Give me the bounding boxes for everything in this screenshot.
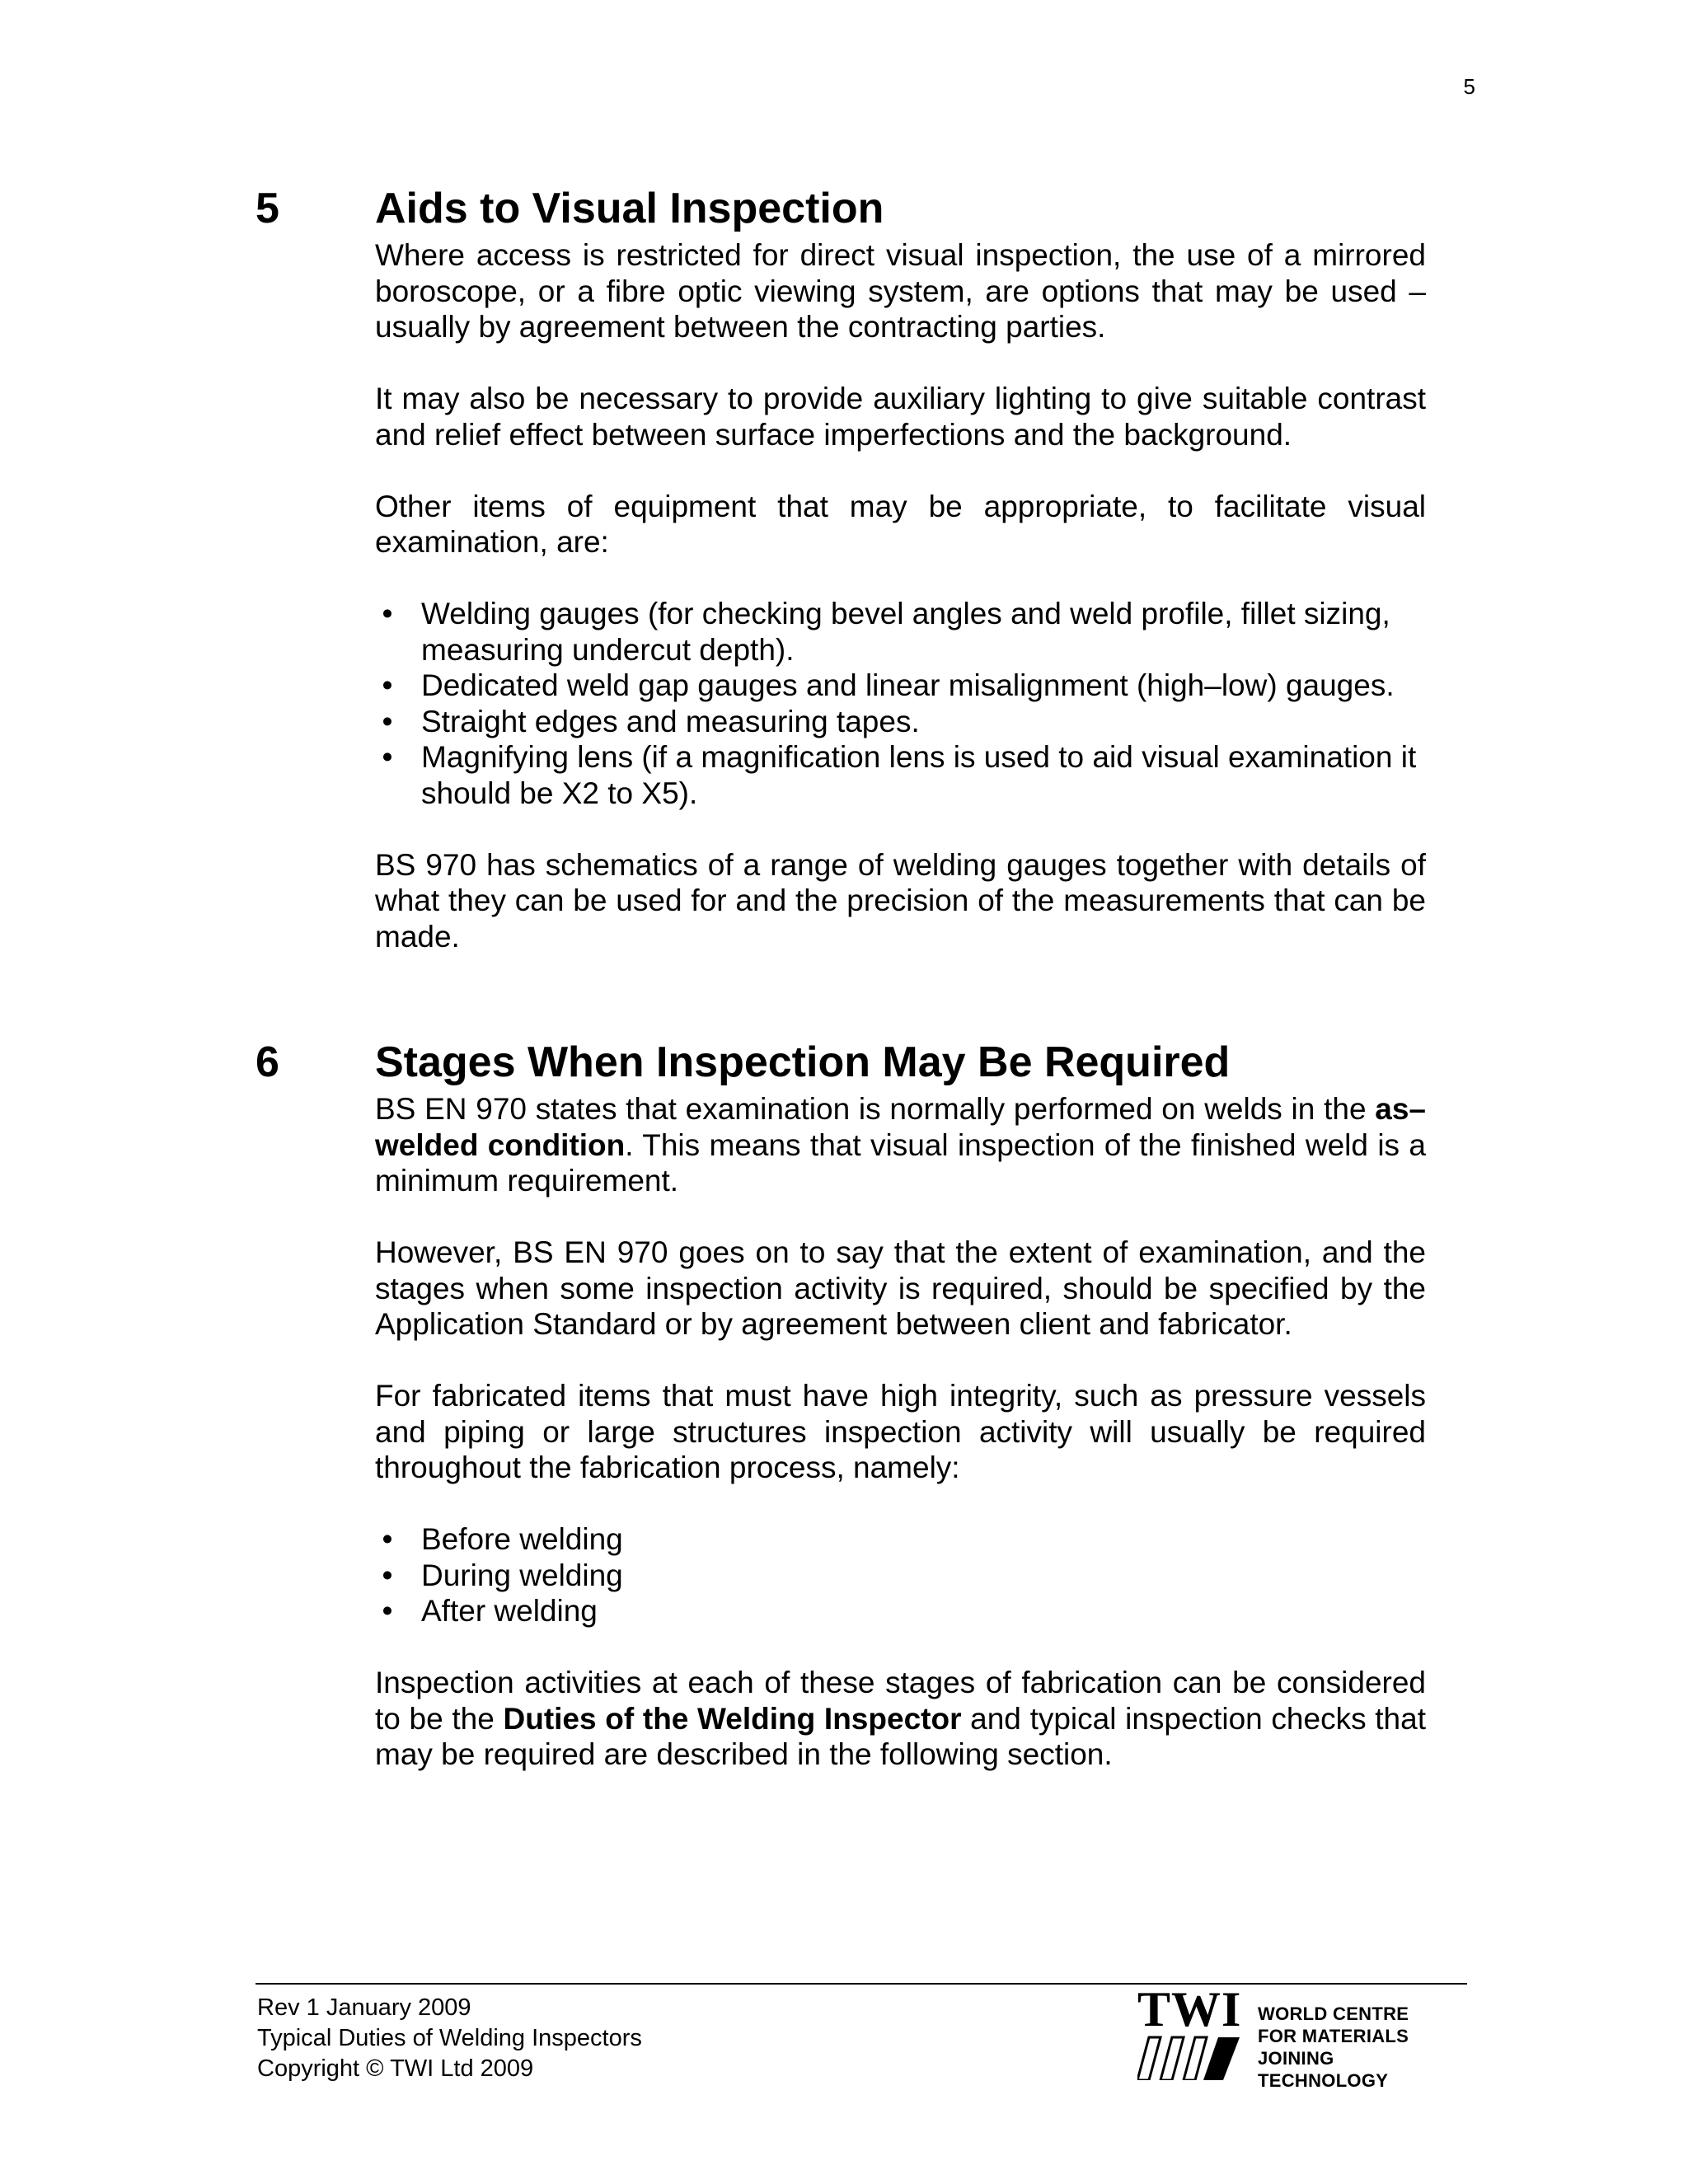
revision-line: Rev 1 January 2009 <box>257 1994 471 2021</box>
document-title-line: Typical Duties of Welding Inspectors <box>257 2025 642 2051</box>
paragraph: Where access is restricted for direct visual inspection, the use of a mirrored boroscope, or a fibre optic viewing system, are options that may be used – usually by agreement between the contracting parties. <box>375 238 1426 344</box>
section-body <box>375 237 1426 954</box>
list-item: • Straight edges and measuring tapes. <box>375 704 1426 740</box>
bullet-icon: • <box>382 704 393 738</box>
paragraph: However, BS EN 970 goes on to say that the extent of examination, and the stages when some inspection activity is required, should be specified by the Application Standard or by agreement between client and fabricator. <box>375 1235 1426 1341</box>
bullet-icon: • <box>382 668 393 702</box>
paragraph: Other items of equipment that may be appropriate, to facilitate visual examination, are: <box>375 489 1426 559</box>
section-title: Aids to Visual Inspection <box>375 185 884 232</box>
emphasis: Duties of the Welding Inspector <box>503 1701 962 1736</box>
twi-logo <box>1137 1982 1467 2091</box>
bullet-icon: • <box>382 1558 393 1592</box>
bullet-icon: • <box>382 1594 393 1628</box>
section-number: 6 <box>256 1038 279 1086</box>
bullet-icon: • <box>382 1522 393 1556</box>
list-item: • Dedicated weld gap gauges and linear misalignment (high–low) gauges. <box>375 668 1426 704</box>
section-title: Stages When Inspection May Be Required <box>375 1038 1231 1086</box>
footer-divider <box>256 1983 1467 1985</box>
bullet-icon: • <box>382 740 393 774</box>
paragraph: For fabricated items that must have high integrity, such as pressure vessels and piping or large structures inspection activity will usually be required throughout the fabrication process, namely: <box>375 1379 1426 1484</box>
list-item: • Welding gauges (for checking bevel angles and weld profile, fillet sizing, measuring undercut depth). <box>375 596 1426 668</box>
paragraph: Inspection activities at each of these stages of fabrication can be considered to be the Duties of the Welding Inspector and typical inspection checks that may be required are described in the following section. <box>375 1666 1426 1771</box>
copyright-line: Copyright © TWI Ltd 2009 <box>257 2055 534 2082</box>
page-number: 5 <box>1463 74 1475 99</box>
equipment-list <box>375 596 1426 811</box>
list-item: • Magnifying lens (if a magnification lens is used to aid visual examination it should be X2 to X5). <box>375 739 1426 811</box>
section-6 <box>256 1037 1426 1773</box>
bullet-icon: • <box>382 597 393 630</box>
list-item: • Before welding <box>375 1521 1426 1558</box>
twi-tagline: WORLD CENTRE FOR MATERIALS JOINING TECHNOLOGY <box>1258 2004 1409 2091</box>
stages-list <box>375 1521 1426 1629</box>
paragraph: BS 970 has schematics of a range of welding gauges together with details of what they can be used for and the precision of the measurements that can be made. <box>375 847 1426 954</box>
paragraph: BS EN 970 states that examination is normally performed on welds in the as–welded condition. This means that visual inspection of the finished weld is a minimum requirement. <box>375 1092 1426 1197</box>
twi-logo-word: TWI <box>1137 1982 1242 2036</box>
list-item: • During welding <box>375 1558 1426 1594</box>
twi-logo-mark <box>1137 1982 1242 2080</box>
footer-info <box>257 1993 642 2084</box>
section-number: 5 <box>256 185 279 232</box>
section-5 <box>256 183 1426 954</box>
paragraph: It may also be necessary to provide auxiliary lighting to give suitable contrast and relief effect between surface imperfections and the background. <box>375 382 1426 452</box>
section-heading <box>256 183 1426 234</box>
section-heading <box>256 1037 1426 1088</box>
list-item: • After welding <box>375 1593 1426 1629</box>
section-body <box>375 1091 1426 1773</box>
emphasis: as–welded condition <box>375 1092 1426 1162</box>
